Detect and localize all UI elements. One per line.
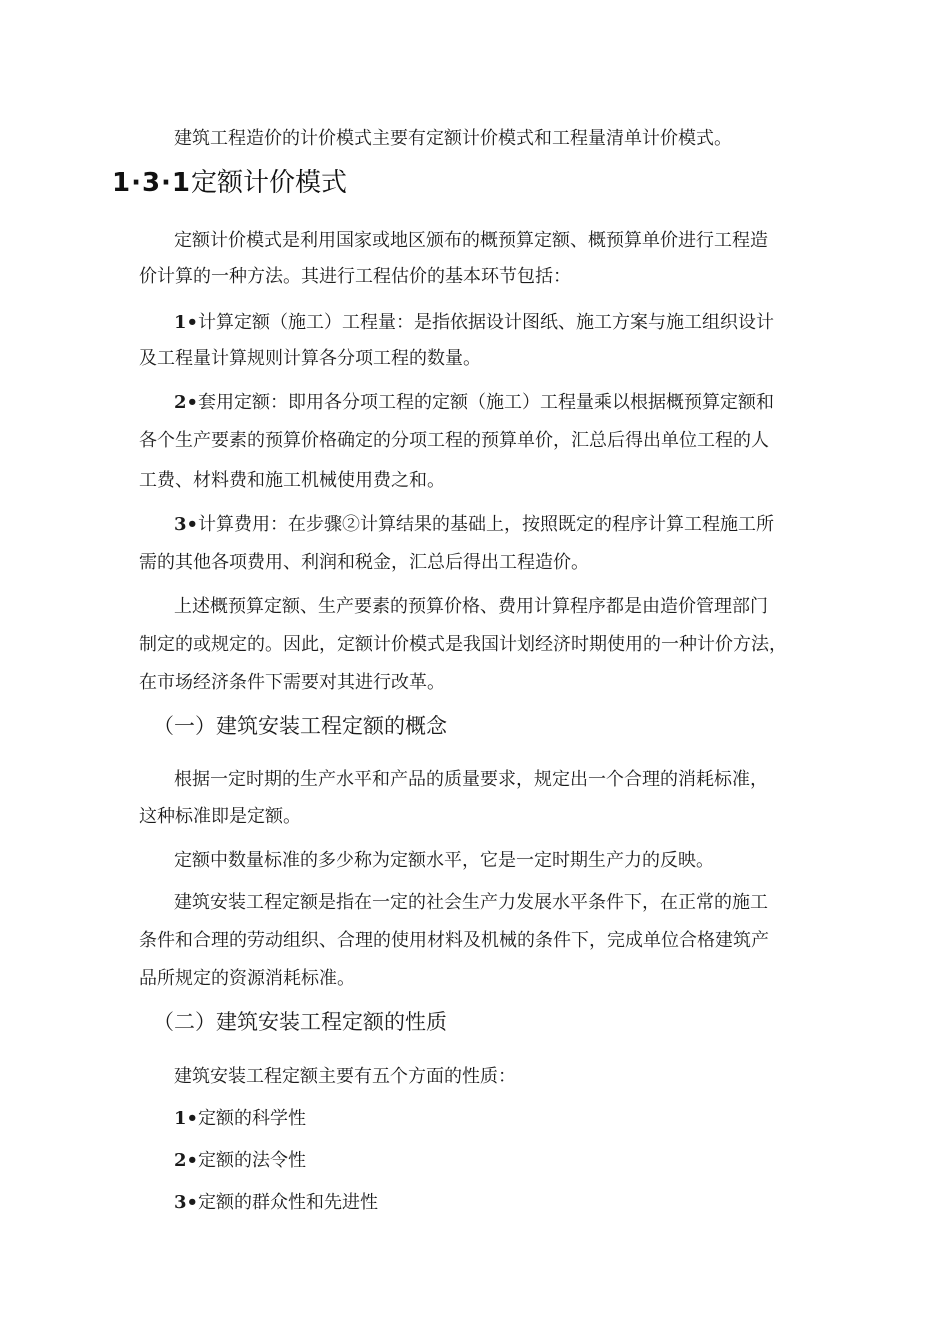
intro-paragraph: 建筑工程造价的计价模式主要有定额计价模式和工程量清单计价模式。 [174,128,732,149]
paragraph-line: 这种标准即是定额。 [139,806,301,827]
section-heading [112,166,347,200]
paragraph-line: 根据一定时期的生产水平和产品的质量要求，规定出一个合理的消耗标准， [174,769,768,790]
subsection-heading: （一）建筑安装工程定额的概念 [153,714,447,738]
item-number: 2• [174,1150,199,1171]
section-title: 定额计价模式 [191,168,348,198]
list-item: 3•定额的群众性和先进性 [174,1192,379,1213]
item-number: 1• [174,1108,199,1129]
paragraph-line: 上述概预算定额、生产要素的预算价格、费用计算程序都是由造价管理部门 [174,596,768,617]
step-2-line: 2•套用定额：即用各分项工程的定额（施工）工程量乘以根据概预算定额和 [174,392,775,413]
paragraph-line: 价计算的一种方法。其进行工程估价的基本环节包括： [139,266,571,287]
paragraph-line: 品所规定的资源消耗标准。 [139,968,355,989]
item-number: 3• [174,1192,199,1213]
paragraph-line: 定额计价模式是利用国家或地区颁布的概预算定额、概预算单价进行工程造 [174,230,768,251]
subsection-heading: （二）建筑安装工程定额的性质 [153,1010,447,1034]
step-1-line: 1•计算定额（施工）工程量：是指依据设计图纸、施工方案与施工组织设计 [174,312,775,333]
list-item: 1•定额的科学性 [174,1108,307,1129]
step-1-line: 及工程量计算规则计算各分项工程的数量。 [139,348,481,369]
paragraph-line: 条件和合理的劳动组织、合理的使用材料及机械的条件下，完成单位合格建筑产 [139,930,769,951]
step-3-line: 需的其他各项费用、利润和税金，汇总后得出工程造价。 [139,552,589,573]
step-number: 3• [174,514,199,535]
step-2-line: 工费、材料费和施工机械使用费之和。 [139,470,445,491]
paragraph-line: 定额中数量标准的多少称为定额水平，它是一定时期生产力的反映。 [174,850,714,871]
paragraph-line: 建筑安装工程定额主要有五个方面的性质： [174,1066,516,1087]
step-number: 2• [174,392,199,413]
paragraph-line: 在市场经济条件下需要对其进行改革。 [139,672,445,693]
step-number: 1• [174,312,199,333]
section-number: 1·3·1 [112,168,192,198]
step-2-line: 各个生产要素的预算价格确定的分项工程的预算单价，汇总后得出单位工程的人 [139,430,769,451]
paragraph-line: 制定的或规定的。因此，定额计价模式是我国计划经济时期使用的一种计价方法， [139,634,787,655]
list-item: 2•定额的法令性 [174,1150,307,1171]
step-3-line: 3•计算费用：在步骤②计算结果的基础上，按照既定的程序计算工程施工所 [174,514,775,535]
paragraph-line: 建筑安装工程定额是指在一定的社会生产力发展水平条件下，在正常的施工 [174,892,768,913]
